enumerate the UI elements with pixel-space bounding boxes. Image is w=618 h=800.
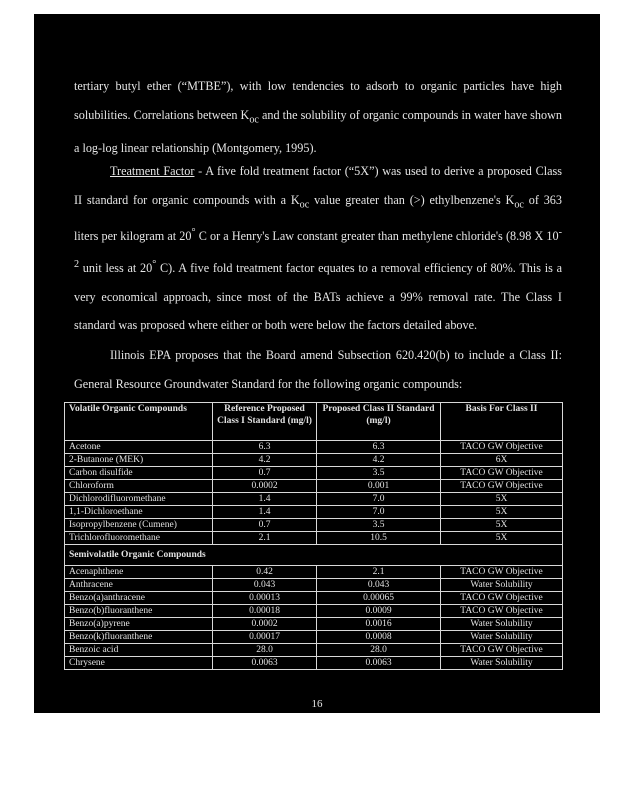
cell-compound: Trichlorofluoromethane [65,532,213,545]
paragraph-text: C or a Henry's Law constant greater than methylene chloride's (8.98 X 10 [195,229,559,244]
cell-class-ii: 0.0016 [317,618,441,631]
table-row [65,441,563,454]
cell-basis: 5X [441,532,563,545]
cell-basis: Water Solubility [441,579,563,592]
cell-basis: 5X [441,506,563,519]
table-row [65,493,563,506]
cell-class-ii: 0.0009 [317,605,441,618]
table-row [65,454,563,467]
paragraph-text: value greater than (>) ethylbenzene's K [309,192,515,207]
volatile-rows [65,441,563,545]
cell-class-i: 4.2 [213,454,317,467]
cell-compound: Acenaphthene [65,566,213,579]
superscript: -2 [74,227,563,270]
cell-basis: TACO GW Objective [441,566,563,579]
paragraph-treatment-factor [74,157,562,340]
paragraph-solubility [74,72,562,163]
table-row [65,605,563,618]
subscript: oc [514,198,524,210]
cell-compound: Chrysene [65,657,213,670]
cell-class-i: 1.4 [213,506,317,519]
section-heading: Treatment Factor [110,164,195,178]
cell-compound: Anthracene [65,579,213,592]
cell-class-i: 28.0 [213,644,317,657]
semivolatile-section-row [65,545,563,566]
cell-class-ii: 7.0 [317,493,441,506]
cell-basis: TACO GW Objective [441,605,563,618]
table-row [65,631,563,644]
cell-compound: Carbon disulfide [65,467,213,480]
paragraph-text: of 363 liters per kilogram at 20 [74,192,562,244]
paragraph-proposal [74,341,562,398]
cell-class-i: 0.0063 [213,657,317,670]
cell-compound: Benzo(a)pyrene [65,618,213,631]
table-row [65,592,563,605]
cell-class-ii: 0.0008 [317,631,441,644]
cell-compound: Isopropylbenzene (Cumene) [65,519,213,532]
cell-compound: Benzo(k)fluoranthene [65,631,213,644]
semivolatile-header: Semivolatile Organic Compounds [65,545,563,566]
cell-basis: TACO GW Objective [441,441,563,454]
superscript: ° [191,227,196,239]
table-row [65,480,563,493]
standards-table [64,402,563,670]
cell-compound: Benzoic acid [65,644,213,657]
page-number: 16 [311,698,323,710]
cell-class-i: 0.00018 [213,605,317,618]
cell-class-i: 0.043 [213,579,317,592]
paragraph-text: tertiary butyl ether (“MTBE”), with low tendencies to adsorb to organic particles have high solubilities. Correlations between K [74,79,562,122]
table-row [65,506,563,519]
cell-class-ii: 28.0 [317,644,441,657]
cell-class-i: 0.0002 [213,618,317,631]
table-row [65,566,563,579]
cell-class-ii: 2.1 [317,566,441,579]
cell-class-i: 0.42 [213,566,317,579]
table-header-row [65,403,563,441]
cell-class-ii: 6.3 [317,441,441,454]
cell-class-i: 0.7 [213,467,317,480]
cell-class-i: 1.4 [213,493,317,506]
cell-basis: 5X [441,493,563,506]
cell-class-ii: 0.0063 [317,657,441,670]
cell-class-ii: 0.001 [317,480,441,493]
cell-basis: 6X [441,454,563,467]
subscript: oc [299,198,310,210]
header-basis: Basis For Class II [441,403,563,441]
cell-class-i: 0.00013 [213,592,317,605]
table-row [65,467,563,480]
table-row [65,618,563,631]
cell-class-i: 0.0002 [213,480,317,493]
cell-class-i: 0.00017 [213,631,317,644]
cell-class-ii: 4.2 [317,454,441,467]
cell-class-i: 0.7 [213,519,317,532]
semivolatile-rows [65,566,563,670]
cell-class-ii: 10.5 [317,532,441,545]
table-row [65,644,563,657]
cell-basis: Water Solubility [441,618,563,631]
cell-basis: 5X [441,519,563,532]
cell-basis: TACO GW Objective [441,480,563,493]
document-page [34,14,600,713]
paragraph-text: and the solubility of organic compounds in water have shown a log-log linear relationship (Montgomery, 1995). [74,107,562,156]
cell-basis: TACO GW Objective [441,592,563,605]
table-row [65,519,563,532]
table-row [65,579,563,592]
cell-class-ii: 3.5 [317,467,441,480]
cell-compound: Benzo(a)anthracene [65,592,213,605]
header-class-i: Reference Proposed Class I Standard (mg/l) [213,403,317,441]
subscript: oc [249,113,259,125]
cell-basis: TACO GW Objective [441,467,563,480]
cell-basis: Water Solubility [441,631,563,644]
paragraph-text: Illinois EPA proposes that the Board amend Subsection 620.420(b) to include a Class II: General Resource Groundwater Standard for the following organic compounds: [74,348,562,391]
cell-compound: 1,1-Dichloroethane [65,506,213,519]
paragraph-text: unit less at 20 [79,261,153,276]
cell-basis: TACO GW Objective [441,644,563,657]
cell-class-i: 2.1 [213,532,317,545]
cell-class-ii: 0.043 [317,579,441,592]
header-class-ii: Proposed Class II Standard (mg/l) [317,403,441,441]
cell-class-i: 6.3 [213,441,317,454]
cell-class-ii: 3.5 [317,519,441,532]
cell-class-ii: 0.00065 [317,592,441,605]
cell-compound: Dichlorodifluoromethane [65,493,213,506]
cell-compound: Benzo(b)fluoranthene [65,605,213,618]
table-row [65,532,563,545]
cell-compound: 2-Butanone (MEK) [65,454,213,467]
paragraph-text: - A five fold treatment factor (“5X”) was used to derive a proposed Class II standard for organic compounds with a K [74,164,562,207]
superscript: ° [152,259,157,270]
table-row [65,657,563,670]
cell-compound: Acetone [65,441,213,454]
cell-basis: Water Solubility [441,657,563,670]
paragraph-text: C). A five fold treatment factor equates to a removal efficiency of 80%. This is a very economical approach, since most of the BATs achieve a 99% removal rate. The Class I standard was proposed where either or both were below the factors detailed above. [74,261,562,333]
cell-class-ii: 7.0 [317,506,441,519]
header-compound: Volatile Organic Compounds [65,403,213,441]
cell-compound: Chloroform [65,480,213,493]
